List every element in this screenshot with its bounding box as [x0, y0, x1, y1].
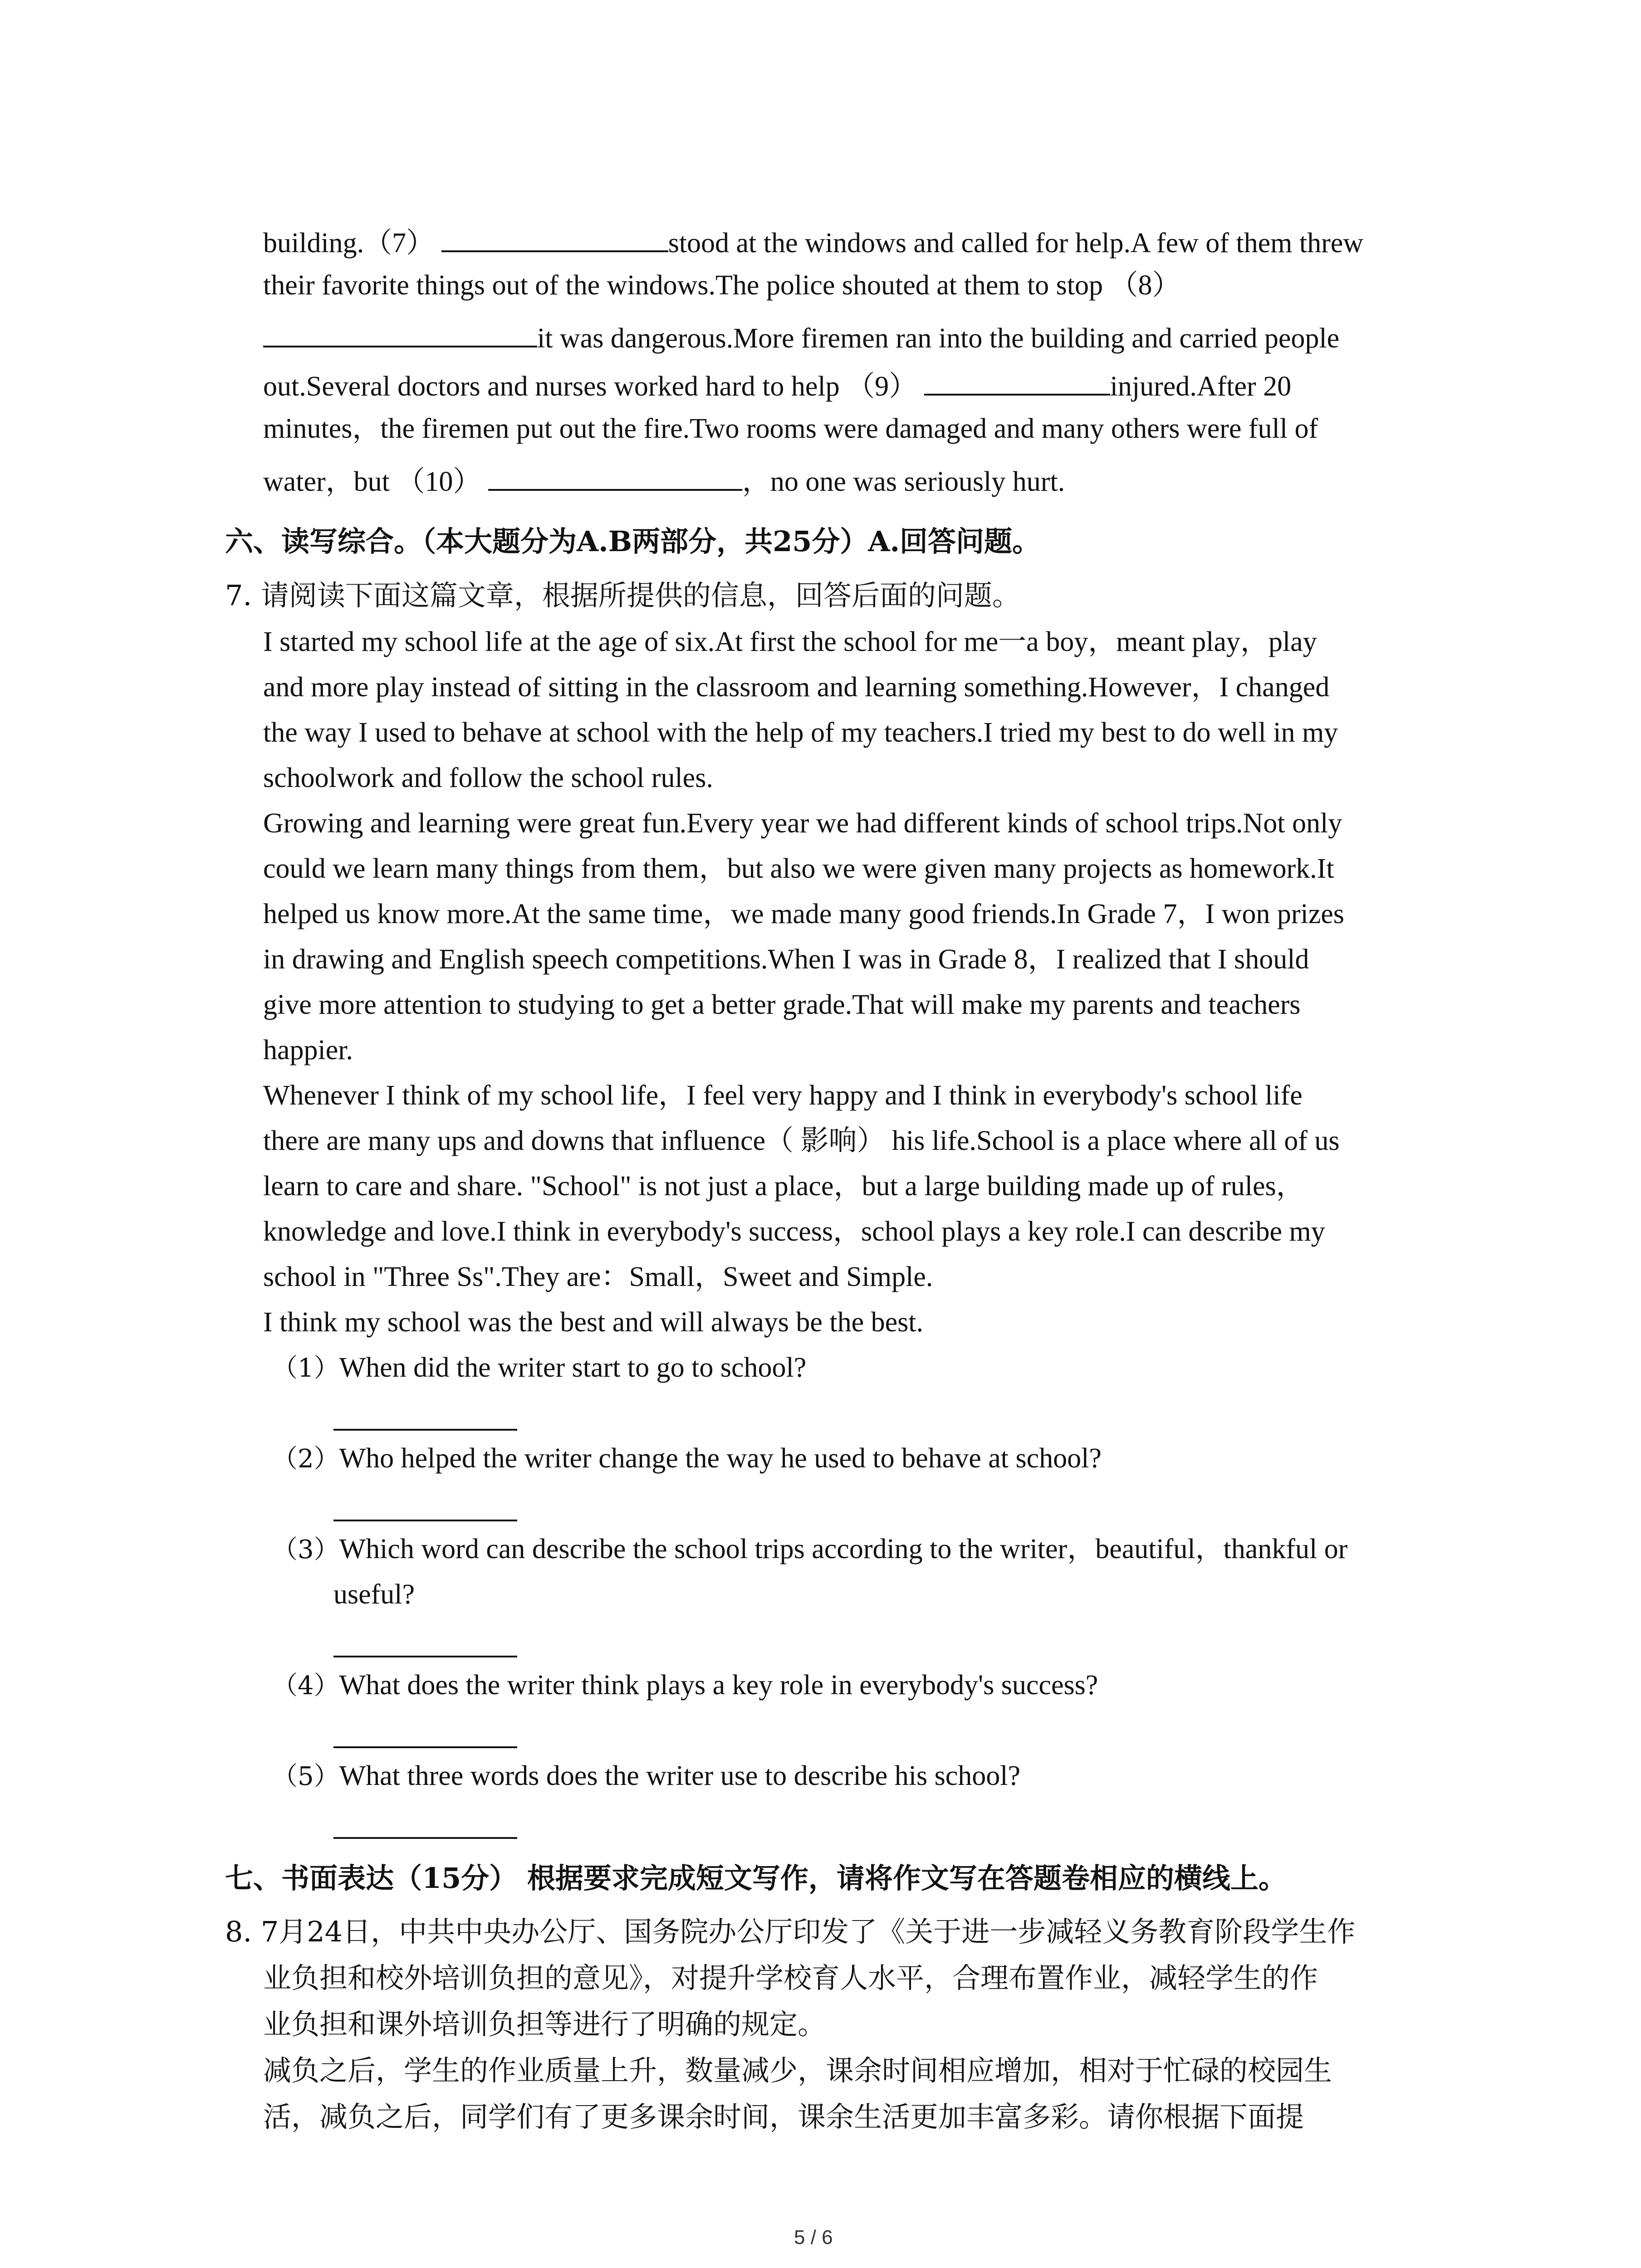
passage-line: learn to care and share. "School" is not just a place，but a large building made up of rules， [263, 1171, 1304, 1202]
sub-question-1 [272, 1354, 806, 1382]
passage-line: could we learn many things from them，but also we were given many projects as homework.It [263, 853, 1334, 884]
passage-line: and more play instead of sitting in the classroom and learning something.However，I changed [263, 672, 1330, 703]
answer-blank-7[interactable] [441, 225, 668, 252]
question-number: （5） [272, 1762, 339, 1791]
cloze-text: water，but （10） [263, 466, 481, 497]
sub-question-3-cont: useful? [333, 1579, 415, 1610]
answer-line-2[interactable] [333, 1520, 517, 1521]
passage-line: knowledge and love.I think in everybody's success，school plays a key role.I can describe my [263, 1216, 1325, 1247]
question-number: （3） [272, 1535, 339, 1564]
passage-line: school in "Three Ss".They are：Small，Sweet and Simple. [263, 1261, 933, 1292]
answer-line-5[interactable] [333, 1837, 517, 1839]
sub-question-5 [272, 1762, 1020, 1790]
question-text: When did the writer start to go to school? [339, 1352, 807, 1383]
question-8-line: 8. 7月24日，中共中央办公厅、国务院办公厅印发了《关于进一步减轻义务教育阶段学生作 [225, 1915, 1356, 1948]
question-8-line: 业负担和课外培训负担等进行了明确的规定。 [263, 2008, 826, 2041]
passage-line: I think my school was the best and will always be the best. [263, 1307, 924, 1338]
cloze-text: building.（7） [263, 227, 435, 259]
section-7-heading: 七、书面表达（15分） 根据要求完成短文写作，请将作文写在答题卷相应的横线上。 [225, 1862, 1287, 1895]
answer-blank-8[interactable] [263, 320, 537, 347]
question-number: （1） [272, 1354, 339, 1383]
question-8-line: 减负之后，学生的作业质量上升，数量减少，课余时间相应增加，相对于忙碌的校园生 [263, 2054, 1332, 2087]
question-text: What does the writer think plays a key role in everybody's success? [339, 1670, 1098, 1701]
question-text: Which word can describe the school trips according to the writer，beautiful，thankful or [339, 1534, 1348, 1564]
passage-line: helped us know more.At the same time，we made many good friends.In Grade 7，I won prizes [263, 899, 1344, 929]
question-8-line: 活，减负之后，同学们有了更多课余时间，课余生活更加丰富多彩。请你根据下面提 [263, 2100, 1304, 2133]
passage-line: give more attention to studying to get a better grade.That will make my parents and teachers [263, 989, 1301, 1020]
cloze-line-2: their favorite things out of the windows.The police shouted at them to stop （8） [263, 270, 1181, 301]
answer-blank-9[interactable] [924, 368, 1110, 396]
passage-line: Growing and learning were great fun.Every year we had different kinds of school trips.Not only [263, 808, 1342, 839]
sub-question-3 [272, 1535, 1347, 1563]
cloze-text: stood at the windows and called for help.A few of them threw [668, 227, 1364, 259]
cloze-line-5: minutes，the firemen put out the fire.Two rooms were damaged and many others were full of [263, 413, 1318, 444]
sub-question-4 [272, 1671, 1098, 1699]
cloze-line-1 [263, 225, 1363, 257]
cloze-text: injured.After 20 [1110, 371, 1292, 402]
sub-question-2 [272, 1444, 1102, 1472]
passage-line: schoolwork and follow the school rules. [263, 763, 713, 793]
question-8-line: 业负担和校外培训负担的意见》，对提升学校育人水平，合理布置作业，减轻学生的作 [263, 1961, 1318, 1994]
passage-line: I started my school life at the age of six.At first the school for me一a boy，meant play，play [263, 626, 1317, 657]
answer-line-1[interactable] [333, 1429, 517, 1431]
cloze-text: it was dangerous.More firemen ran into the building and carried people [537, 323, 1340, 354]
question-text: What three words does the writer use to describe his school? [339, 1760, 1020, 1791]
section-6-heading: 六、读写综合。（本大题分为A.B两部分，共25分）A.回答问题。 [225, 525, 1041, 558]
cloze-line-4 [263, 368, 1291, 401]
answer-line-4[interactable] [333, 1746, 517, 1748]
page-number: 5 / 6 [794, 2226, 833, 2248]
cloze-text: ，no one was seriously hurt. [742, 466, 1065, 497]
question-number: （2） [272, 1444, 339, 1474]
cloze-line-6 [263, 464, 1065, 496]
question-number: （4） [272, 1671, 339, 1701]
answer-line-3[interactable] [333, 1656, 517, 1657]
cloze-text: out.Several doctors and nurses worked hard to help （9） [263, 371, 917, 402]
passage-line: there are many ups and downs that influence（ 影响） his life.School is a place where all of us [263, 1125, 1340, 1156]
passage-line: Whenever I think of my school life，I feel very happy and I think in everybody's school life [263, 1080, 1303, 1111]
question-text: Who helped the writer change the way he used to behave at school? [339, 1443, 1102, 1474]
passage-line: in drawing and English speech competitions.When I was in Grade 8，I realized that I should [263, 944, 1309, 975]
passage-line: happier. [263, 1035, 353, 1066]
cloze-line-3 [263, 320, 1339, 352]
passage-line: the way I used to behave at school with the help of my teachers.I tried my best to do well in my [263, 717, 1338, 748]
question-7-intro: 7. 请阅读下面这篇文章，根据所提供的信息，回答后面的问题。 [225, 579, 1020, 612]
answer-blank-10[interactable] [488, 464, 742, 491]
